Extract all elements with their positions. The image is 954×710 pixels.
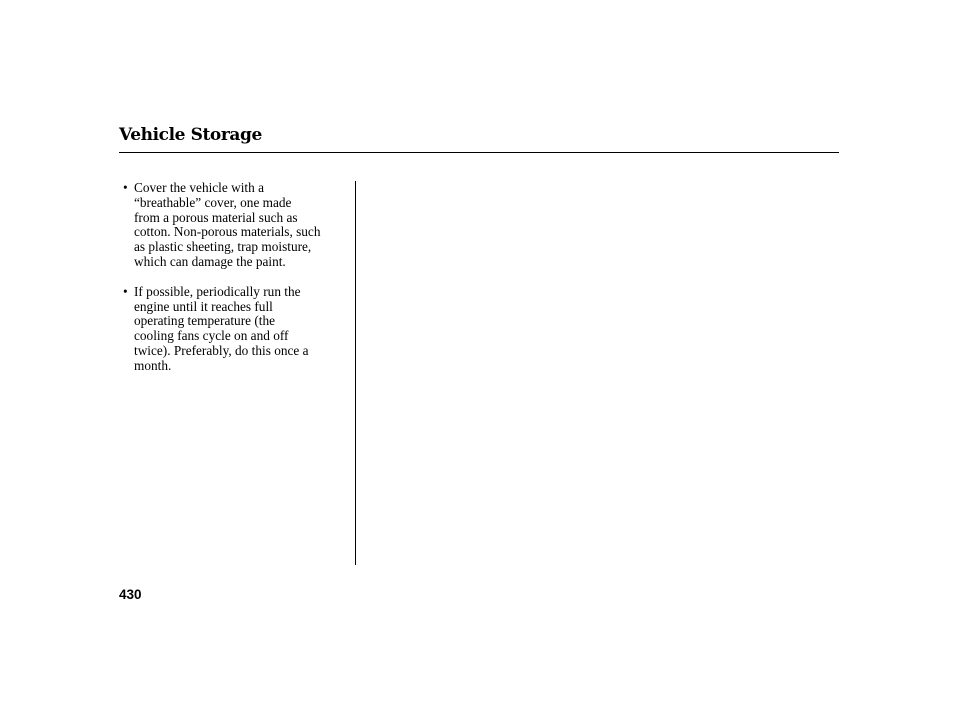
bullet-list <box>120 181 352 389</box>
bullet-icon: • <box>123 283 128 299</box>
bullet-text: If possible, periodically run the engine until it reaches full operating temperature (the cooling fans cycle on and off twice). Preferably, do this once a month. <box>134 283 309 373</box>
title-divider <box>119 152 839 153</box>
column-divider <box>355 181 356 565</box>
page-number: 430 <box>119 587 142 602</box>
bullet-icon: • <box>123 180 128 195</box>
list-item <box>120 181 352 270</box>
bullet-text: Cover the vehicle with a “breathable” cover, one made from a porous material such as cotton. Non-porous materials, such as plastic sheeting, trap moisture, which can damage the paint. <box>134 180 321 269</box>
list-item <box>120 285 352 374</box>
page-title: Vehicle Storage <box>119 125 262 145</box>
